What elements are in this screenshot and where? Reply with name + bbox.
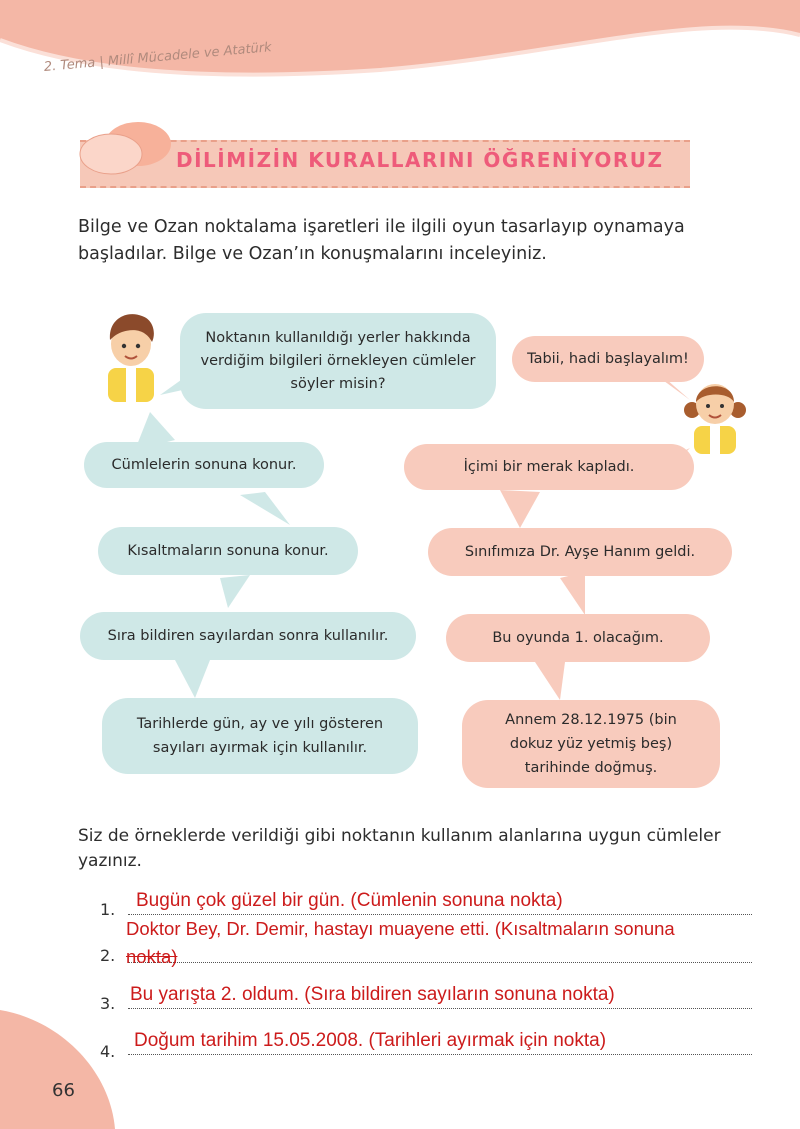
girl-reply-text: Tabii, hadi başlayalım! bbox=[527, 351, 689, 367]
theme-label: 2. Tema | Millî Mücadele ve Atatürk bbox=[43, 40, 273, 75]
answer-text: Doğum tarihim 15.05.2008. (Tarihleri ayırmak için nokta) bbox=[134, 1030, 607, 1051]
boy-question-text: Noktanın kullanıldığı yerler hakkında verdiğim bilgileri örnekleyen cümleler söyler misin? bbox=[200, 329, 476, 392]
example-bubble-2 bbox=[428, 528, 732, 576]
rule-text: Cümlelerin sonuna konur. bbox=[111, 457, 297, 473]
answer-text: Doktor Bey, Dr. Demir, hastayı muayene etti. (Kısaltmaların sonuna bbox=[126, 918, 675, 939]
answer-line[interactable] bbox=[128, 1008, 752, 1009]
intro-paragraph: Bilge ve Ozan noktalama işaretleri ile ilgili oyun tasarlayıp oynamaya başladılar. Bilge ve Ozan’ın konuşmalarını inceleyiniz. bbox=[78, 217, 685, 264]
example-bubble-3 bbox=[446, 614, 710, 662]
boy-question-bubble bbox=[180, 313, 496, 409]
answer-number: 1. bbox=[100, 900, 116, 919]
page-number: 66 bbox=[52, 1080, 75, 1101]
rule-text: Kısaltmaların sonuna konur. bbox=[127, 543, 329, 559]
answer-line[interactable] bbox=[128, 962, 752, 963]
example-bubble-1 bbox=[404, 444, 694, 490]
answer-text-continued: nokta) bbox=[126, 946, 178, 967]
answer-line[interactable] bbox=[128, 914, 752, 915]
example-text: İçimi bir merak kapladı. bbox=[463, 459, 635, 475]
answer-number: 4. bbox=[100, 1042, 116, 1061]
rule-text: Tarihlerde gün, ay ve yılı gösteren sayıları ayırmak için kullanılır. bbox=[136, 716, 384, 756]
answer-text: Bu yarışta 2. oldum. (Sıra bildiren sayıların sonuna nokta) bbox=[130, 984, 615, 1005]
rule-bubble-3 bbox=[80, 612, 416, 660]
rule-bubble-2 bbox=[98, 527, 358, 575]
girl-reply-bubble bbox=[512, 336, 704, 382]
example-text: Sınıfımıza Dr. Ayşe Hanım geldi. bbox=[464, 544, 696, 560]
example-text: Annem 28.12.1975 (bin dokuz yüz yetmiş beş) tarihinde doğmuş. bbox=[505, 712, 677, 776]
example-bubble-4 bbox=[462, 700, 720, 788]
answer-text: Bugün çok güzel bir gün. (Cümlenin sonuna nokta) bbox=[136, 890, 563, 911]
rule-text: Sıra bildiren sayılardan sonra kullanılır. bbox=[107, 628, 389, 644]
example-text: Bu oyunda 1. olacağım. bbox=[492, 630, 664, 646]
rule-bubble-4 bbox=[102, 698, 418, 774]
task-instruction: Siz de örneklerde verildiği gibi noktanın kullanım alanlarına uygun cümleler yazınız. bbox=[78, 826, 721, 871]
answer-number: 3. bbox=[100, 994, 116, 1013]
speech-bubbles-icon bbox=[78, 118, 174, 178]
corner-decoration bbox=[0, 1010, 120, 1129]
answer-line[interactable] bbox=[128, 1054, 752, 1055]
section-title: DİLİMİZİN KURALLARINI ÖĞRENİYORUZ bbox=[176, 148, 664, 172]
rule-bubble-1 bbox=[84, 442, 324, 488]
answer-number: 2. bbox=[100, 946, 116, 965]
